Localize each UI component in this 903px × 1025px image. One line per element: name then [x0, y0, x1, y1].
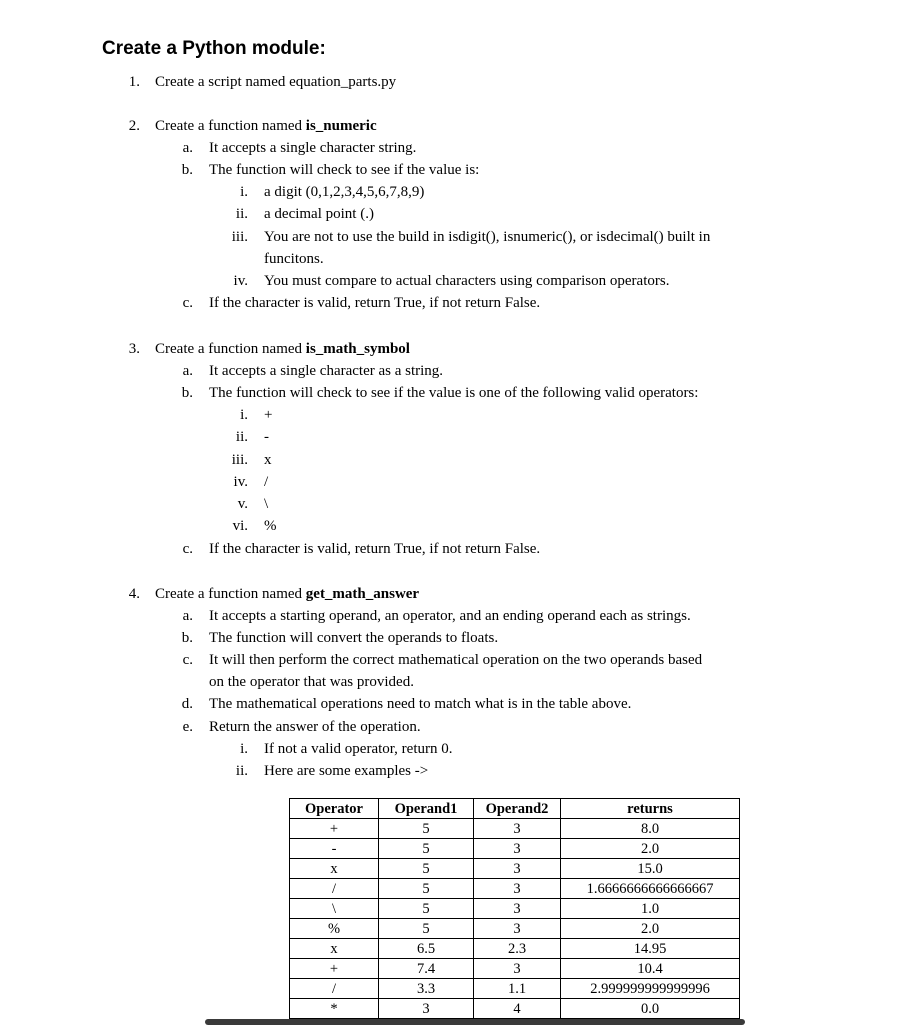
- cell-operand2: 2.3: [474, 939, 561, 959]
- cell-operand2: 3: [474, 859, 561, 879]
- cell-operand2: 3: [474, 819, 561, 839]
- table-row: [290, 939, 740, 959]
- operator-symbol: -: [264, 429, 269, 445]
- item-letter: a.: [182, 363, 193, 379]
- cell-returns: 10.4: [561, 959, 740, 979]
- item-roman: i.: [240, 741, 248, 757]
- item-roman: ii.: [235, 763, 248, 779]
- table-header-row: [290, 799, 740, 819]
- item-roman: iv.: [233, 474, 248, 490]
- cell-operator: /: [290, 979, 379, 999]
- cell-returns: 14.95: [561, 939, 740, 959]
- cell-operand1: 5: [379, 879, 474, 899]
- cell-returns: 2.999999999999996: [561, 979, 740, 999]
- header-operand2: Operand2: [474, 799, 561, 819]
- heading-prefix: Create a function named: [155, 341, 306, 357]
- cell-operand2: 4: [474, 999, 561, 1019]
- operator-symbol: %: [264, 518, 277, 534]
- item-roman: i.: [240, 184, 248, 200]
- item-roman: i.: [240, 407, 248, 423]
- cell-operand2: 3: [474, 879, 561, 899]
- item-number: 4.: [128, 586, 140, 602]
- instruction-text: If not a valid operator, return 0.: [264, 741, 453, 757]
- item-letter: c.: [182, 652, 193, 668]
- instruction-text: The function will check to see if the value is:: [209, 162, 480, 178]
- instruction-text: The mathematical operations need to match what is in the table above.: [209, 696, 632, 712]
- cell-returns: 1.6666666666666667: [561, 879, 740, 899]
- instruction-text: a digit (0,1,2,3,4,5,6,7,8,9): [264, 184, 425, 200]
- cell-operand1: 3.3: [379, 979, 474, 999]
- item-roman: iii.: [231, 229, 248, 245]
- cell-operand1: 5: [379, 919, 474, 939]
- operator-symbol: /: [264, 474, 269, 490]
- operator-symbol: \: [264, 496, 269, 512]
- instruction-text: You are not to use the build in isdigit(), isnumeric(), or isdecimal() built in: [264, 229, 711, 245]
- cell-operand2: 3: [474, 899, 561, 919]
- table-row: [290, 859, 740, 879]
- header-operator: Operator: [290, 799, 379, 819]
- table-row: [290, 839, 740, 859]
- instruction-text: The function will convert the operands to floats.: [209, 630, 499, 646]
- cell-operator: -: [290, 839, 379, 859]
- table-row: [290, 999, 740, 1019]
- item-letter: c.: [182, 295, 193, 311]
- cell-operator: x: [290, 859, 379, 879]
- header-operand1: Operand1: [379, 799, 474, 819]
- cell-operand2: 1.1: [474, 979, 561, 999]
- instruction-text: Create a script named equation_parts.py: [155, 74, 397, 90]
- item-letter: b.: [181, 162, 193, 178]
- instruction-text: If the character is valid, return True, if not return False.: [209, 541, 541, 557]
- header-returns: returns: [561, 799, 740, 819]
- instruction-text: The function will check to see if the value is one of the following valid operators:: [209, 385, 699, 401]
- item-letter: a.: [182, 608, 193, 624]
- item-letter: d.: [181, 696, 193, 712]
- operator-symbol: +: [264, 407, 273, 423]
- cell-operand1: 6.5: [379, 939, 474, 959]
- cell-operator: +: [290, 819, 379, 839]
- function-name: is_numeric: [305, 118, 377, 134]
- cell-operand2: 3: [474, 839, 561, 859]
- cell-operand1: 3: [379, 999, 474, 1019]
- function-name: is_math_symbol: [305, 341, 410, 357]
- cell-returns: 0.0: [561, 999, 740, 1019]
- cell-returns: 2.0: [561, 839, 740, 859]
- table-row: [290, 879, 740, 899]
- item-roman: iii.: [231, 452, 248, 468]
- cell-operand1: 7.4: [379, 959, 474, 979]
- heading-prefix: Create a function named: [155, 586, 306, 602]
- cell-operand2: 3: [474, 919, 561, 939]
- horizontal-scrollbar[interactable]: [205, 1019, 745, 1025]
- cell-operator: /: [290, 879, 379, 899]
- item-letter: b.: [181, 630, 193, 646]
- cell-operand1: 5: [379, 839, 474, 859]
- instruction-text: Return the answer of the operation.: [209, 719, 421, 735]
- table-row: [290, 899, 740, 919]
- item-letter: e.: [182, 719, 193, 735]
- cell-operator: +: [290, 959, 379, 979]
- cell-returns: 1.0: [561, 899, 740, 919]
- item-number: 2.: [128, 118, 140, 134]
- cell-operator: x: [290, 939, 379, 959]
- function-name: get_math_answer: [305, 586, 420, 602]
- examples-table: [289, 798, 740, 1019]
- table-row: [290, 979, 740, 999]
- cell-operand1: 5: [379, 859, 474, 879]
- item-roman: v.: [237, 496, 248, 512]
- item-letter: b.: [181, 385, 193, 401]
- instruction-text: a decimal point (.): [264, 206, 374, 222]
- cell-returns: 2.0: [561, 919, 740, 939]
- instruction-text: If the character is valid, return True, if not return False.: [209, 295, 541, 311]
- cell-returns: 15.0: [561, 859, 740, 879]
- item-roman: ii.: [235, 429, 248, 445]
- cell-operator: *: [290, 999, 379, 1019]
- cell-operand1: 5: [379, 899, 474, 919]
- item-letter: a.: [182, 140, 193, 156]
- cell-operator: \: [290, 899, 379, 919]
- table-row: [290, 819, 740, 839]
- instruction-text: You must compare to actual characters using comparison operators.: [264, 273, 670, 289]
- cell-operand2: 3: [474, 959, 561, 979]
- instruction-text-continued: on the operator that was provided.: [209, 674, 414, 690]
- item-number: 1.: [128, 74, 140, 90]
- operator-symbol: x: [264, 452, 272, 468]
- cell-operator: %: [290, 919, 379, 939]
- heading-prefix: Create a function named: [155, 118, 306, 134]
- table-row: [290, 919, 740, 939]
- instruction-text-continued: funcitons.: [264, 251, 324, 267]
- instruction-text: Here are some examples ->: [264, 763, 429, 779]
- instruction-text: It accepts a single character as a string.: [209, 363, 444, 379]
- table-row: [290, 959, 740, 979]
- item-letter: c.: [182, 541, 193, 557]
- instruction-text: It will then perform the correct mathematical operation on the two operands based: [209, 652, 703, 668]
- cell-operand1: 5: [379, 819, 474, 839]
- section-heading: [155, 340, 410, 358]
- instruction-text: It accepts a starting operand, an operator, and an ending operand each as strings.: [209, 608, 691, 624]
- item-roman: iv.: [233, 273, 248, 289]
- instruction-text: It accepts a single character string.: [209, 140, 417, 156]
- section-heading: [155, 585, 419, 603]
- page-title: Create a Python module:: [102, 38, 326, 59]
- section-heading: [155, 117, 377, 135]
- item-roman: vi.: [232, 518, 248, 534]
- item-number: 3.: [128, 341, 140, 357]
- item-roman: ii.: [235, 206, 248, 222]
- cell-returns: 8.0: [561, 819, 740, 839]
